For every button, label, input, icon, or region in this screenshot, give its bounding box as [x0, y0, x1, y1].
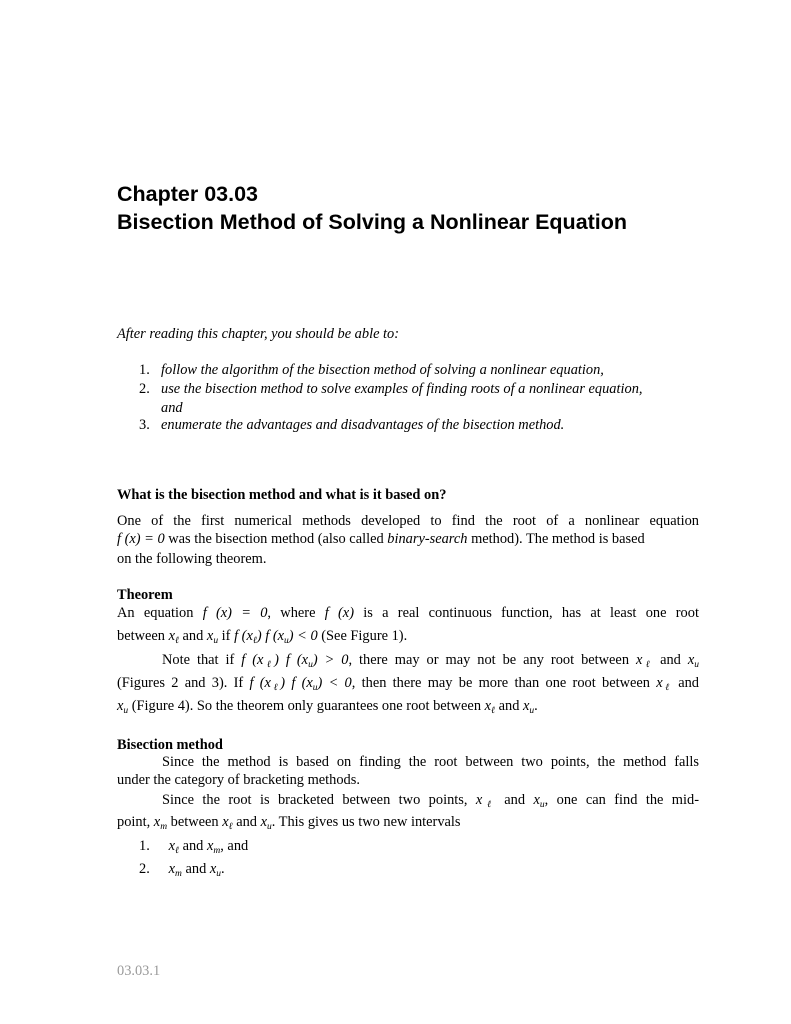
objective-text: enumerate the advantages and disadvantages of the bisection method. [161, 417, 565, 433]
section-heading-bisection-basis: What is the bisection method and what is it based on? [117, 487, 447, 503]
math-x-lower: $x_\ell$ [222, 814, 233, 832]
theorem-line [117, 604, 699, 623]
objective-number: 2. [139, 381, 150, 397]
text-span: , where [267, 605, 316, 621]
section-heading-bisection-method: Bisection method [117, 737, 223, 753]
math-x-upper: $x_u$ [687, 652, 699, 670]
objective-number: 1. [139, 362, 150, 378]
math-x-mid: $x_m$ [206, 838, 221, 856]
text-span: and [185, 861, 207, 877]
objective-text: use the bisection method to solve examples of finding roots of a nonlinear equation, [161, 381, 643, 397]
theorem-line [117, 627, 407, 646]
text-span: between [117, 628, 165, 644]
text-span: was the bisection method (also called [164, 531, 388, 547]
text-span: . [534, 698, 538, 714]
math-x-lower: $x_\ell$ [484, 698, 495, 716]
paragraph-line: Since the method is based on finding the root between two points, the method falls [162, 754, 699, 770]
text-span: (See Figure 1). [321, 628, 408, 644]
text-span: (Figure 4). So the theorem only guarantees one root between [131, 698, 482, 714]
math-x-upper: $x_u$ [117, 698, 129, 716]
text-span: . This gives us two new intervals [271, 814, 461, 830]
math-x-lower: $x_\ell$ [168, 628, 179, 646]
interval-item [139, 837, 248, 856]
math-product-lt-zero: f $(x_\ell)$ f $(x_u) < 0$ [249, 675, 352, 693]
theorem-line [117, 674, 699, 693]
text-span: and [660, 652, 681, 668]
objectives-list [139, 361, 699, 435]
math-x-mid: $x_m$ [168, 861, 182, 879]
math-x-lower: $x_\ell$ [656, 675, 672, 693]
interval-item [139, 860, 225, 879]
chapter-title: Bisection Method of Solving a Nonlinear Equation [117, 210, 628, 234]
text-span: if [221, 628, 231, 644]
text-span: point, [117, 814, 151, 830]
paragraph-line: One of the first numerical methods developed to find the root of a nonlinear equation [117, 513, 699, 529]
paragraph-line [162, 791, 699, 810]
text-span: An equation [117, 605, 194, 621]
interval-number: 2. [139, 861, 150, 877]
text-span: is a real continuous function, has at least one root [363, 605, 699, 621]
chapter-number: Chapter 03.03 [117, 182, 259, 206]
objective-item [139, 361, 699, 380]
math-x-upper: $x_u$ [533, 792, 545, 810]
interval-number: 1. [139, 838, 150, 854]
text-span: between [170, 814, 219, 830]
text-span: Since the root is bracketed between two points, [162, 792, 468, 808]
text-span: and [678, 675, 699, 691]
objective-item [139, 416, 699, 435]
text-span: and [182, 628, 204, 644]
objective-text: follow the algorithm of the bisection method of solving a nonlinear equation, [161, 362, 604, 378]
objective-text: and [161, 400, 183, 416]
math-x-upper: $x_u$ [260, 814, 272, 832]
objective-item [139, 380, 699, 399]
math-product-lt-zero: f $(x_\ell)$ f $(x_u) < 0$ [234, 628, 318, 646]
math-x-mid: $x_m$ [153, 814, 168, 832]
objective-number [139, 399, 161, 416]
text-span: , and [220, 838, 249, 854]
theorem-heading: Theorem [117, 587, 173, 603]
objective-number: 3. [139, 417, 150, 433]
math-fx-equals-zero: f (x) = 0 [117, 531, 165, 547]
paragraph-line [117, 530, 645, 549]
text-span: and [182, 838, 204, 854]
math-x-upper: $x_u$ [206, 628, 219, 646]
text-span: Note that if [162, 652, 235, 668]
text-span: , one can find the mid- [544, 792, 699, 808]
math-x-lower: $x_\ell$ [636, 652, 654, 670]
objectives-intro: After reading this chapter, you should be able to: [117, 326, 400, 342]
paragraph-line: on the following theorem. [117, 551, 267, 567]
theorem-line [162, 651, 699, 670]
emphasis-binary-search: binary-search [387, 531, 468, 547]
objective-item [139, 399, 699, 416]
page-number: 03.03.1 [117, 963, 161, 979]
math-fx: f (x) [324, 605, 354, 621]
text-span: , there may or may not be any root between [348, 652, 630, 668]
paragraph-line: under the category of bracketing methods. [117, 772, 360, 788]
text-span: , then there may be more than one root between [351, 675, 650, 691]
math-product-gt-zero: f $(x_\ell)$ f $(x_u) > 0$ [241, 652, 349, 670]
math-fx-equals-zero: f (x) = 0 [202, 605, 268, 621]
math-x-lower: $x_\ell$ [475, 792, 496, 810]
math-x-upper: $x_u$ [209, 861, 222, 879]
text-span: and [498, 698, 520, 714]
text-span: and [504, 792, 526, 808]
text-span: (Figures 2 and 3). If [117, 675, 244, 691]
text-span: . [221, 861, 225, 877]
theorem-line [117, 697, 538, 716]
text-span: method). The method is based [467, 531, 645, 547]
text-span: and [236, 814, 257, 830]
math-x-lower: $x_\ell$ [168, 838, 179, 856]
math-x-upper: $x_u$ [523, 698, 535, 716]
paragraph-line [117, 813, 461, 832]
